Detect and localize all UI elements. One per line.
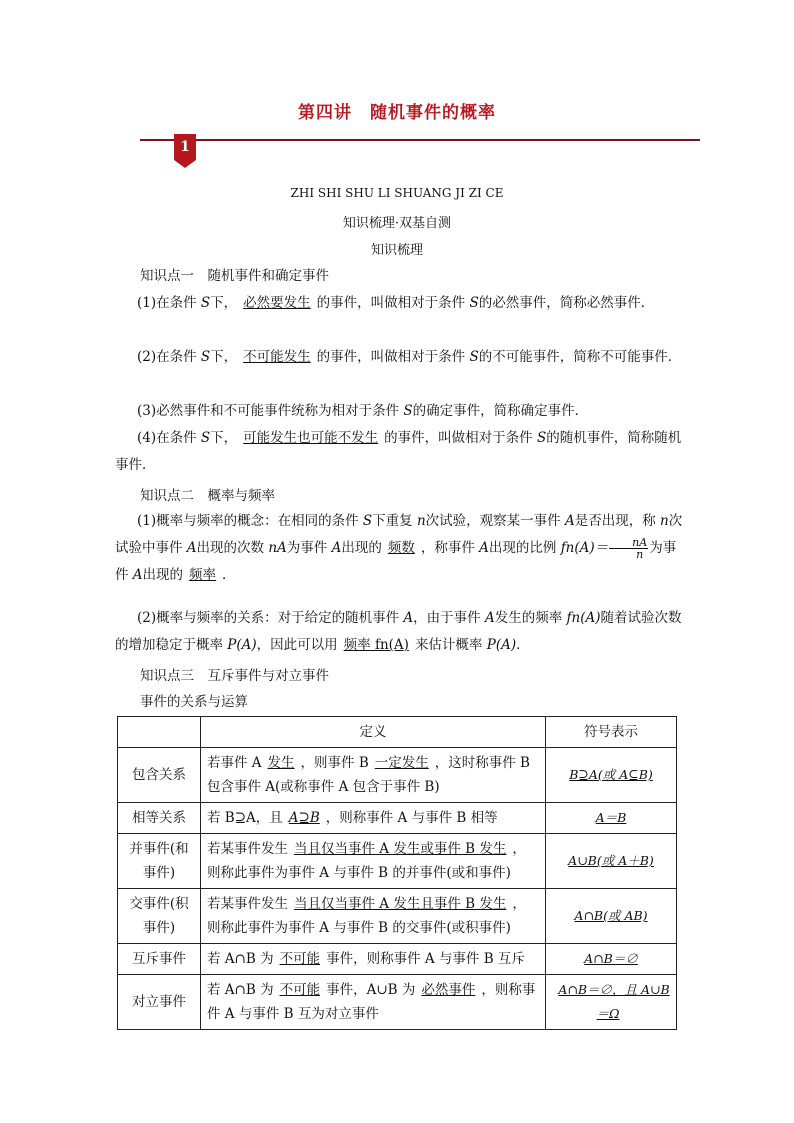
relation-definition: 若 B⊇A，且 A⊇B ，则称事件 A 与事件 B 相等 (201, 803, 546, 834)
relation-symbol: A∩B(或 AB) (546, 889, 677, 944)
kp2-heading: 知识点二 概率与频率 (140, 488, 275, 504)
relation-symbol: A＝B (546, 803, 677, 834)
table-header: 符号表示 (546, 717, 677, 748)
kp1-heading: 知识点一 随机事件和确定事件 (140, 268, 329, 284)
relation-definition: 若 A∩B 为 不可能 事件，A∪B 为 必然事件 ，则称事件 A 与事件 B 互为对立事件 (201, 975, 546, 1030)
section-number-badge: 1 (174, 134, 196, 160)
relation-symbol: A∩B＝∅ (546, 944, 677, 975)
kp2-para-2: (2)概率与频率的关系：对于给定的随机事件 A，由于事件 A发生的频率 fn(A)随着试验次数的增加稳定于概率 P(A)，因此可以用 频率 fn(A) 来估计概率 P(A)． (115, 610, 682, 653)
badge-pointer-icon (174, 160, 196, 168)
kp3-heading: 知识点三 互斥事件与对立事件 (140, 668, 329, 684)
kp1-para-3: (3)必然事件和不可能事件统称为相对于条件 S的确定事件，简称确定事件． (137, 403, 589, 419)
table-row (118, 748, 677, 803)
table-row (118, 975, 677, 1030)
answer-blank: 可能发生也可能不发生 (243, 430, 379, 446)
kp3-subheading: 事件的关系与运算 (140, 694, 248, 710)
answer-blank: 频率 fn(A) (343, 637, 409, 653)
relation-name: 并事件(和事件) (118, 834, 201, 889)
kp1-para-1: (1)在条件 S下， 必然要发生 的事件，叫做相对于条件 S的必然事件，简称必然事件． (137, 295, 655, 311)
frequency-fraction: $\frac{nA}{n}$ (609, 537, 648, 560)
table-header (118, 717, 201, 748)
section-subtitle: 知识梳理 (370, 243, 423, 258)
title-divider (140, 139, 700, 141)
relation-definition: 若某事件发生 当且仅当事件 A 发生或事件 B 发生 ，则称此事件为事件 A 与事件 B 的并事件(或和事件) (201, 834, 546, 889)
relation-definition: 若某事件发生 当且仅当事件 A 发生且事件 B 发生 ，则称此事件为事件 A 与事件 B 的交事件(或积事件) (201, 889, 546, 944)
relation-symbol: A∩B＝∅，且 A∪B＝Ω (546, 975, 677, 1030)
answer-blank: 频数 (387, 540, 415, 556)
kp1-para-2: (2)在条件 S下， 不可能发生 的事件，叫做相对于条件 S的不可能事件，简称不可能事件． (137, 349, 682, 365)
relation-definition: 若 A∩B 为 不可能 事件，则称事件 A 与事件 B 互斥 (201, 944, 546, 975)
table-header-row (118, 717, 677, 748)
table-row (118, 834, 677, 889)
event-relations-table (117, 716, 677, 1030)
kp1-para-4: (4)在条件 S下， 可能发生也可能不发生 的事件，叫做相对于条件 S的随机事件，简称随机事件． (115, 430, 682, 473)
section-pinyin: ZHI SHI SHU LI SHUANG JI ZI CE (290, 186, 504, 200)
table-header: 定义 (201, 717, 546, 748)
answer-blank: 不可能发生 (243, 349, 311, 365)
lesson-title: 第四讲 随机事件的概率 (298, 103, 496, 123)
relation-name: 相等关系 (118, 803, 201, 834)
relation-name: 互斥事件 (118, 944, 201, 975)
table-row (118, 944, 677, 975)
table-row (118, 803, 677, 834)
relation-symbol: A∪B(或 A＋B) (546, 834, 677, 889)
kp2-para-1: (1)概率与频率的概念：在相同的条件 S下重复 n次试验，观察某一事件 A是否出现，称 n次试验中事件 A出现的次数 nA为事件 A出现的 频数 ，称事件 A出现的比例 fn(A)＝ $\frac{nA}{n}$ 为事件 A出现的 频率 ． (115, 513, 683, 583)
relation-name: 交事件(积事件) (118, 889, 201, 944)
answer-blank: 必然要发生 (243, 295, 311, 311)
relation-symbol: B⊇A(或 A⊆B) (546, 748, 677, 803)
relation-name: 对立事件 (118, 975, 201, 1030)
table-row (118, 889, 677, 944)
answer-blank: 频率 (189, 567, 217, 583)
relation-definition: 若事件 A 发生 ，则事件 B 一定发生 ，这时称事件 B 包含事件 A(或称事件 A 包含于事件 B) (201, 748, 546, 803)
relation-name: 包含关系 (118, 748, 201, 803)
section-name: 知识梳理·双基自测 (342, 216, 452, 231)
